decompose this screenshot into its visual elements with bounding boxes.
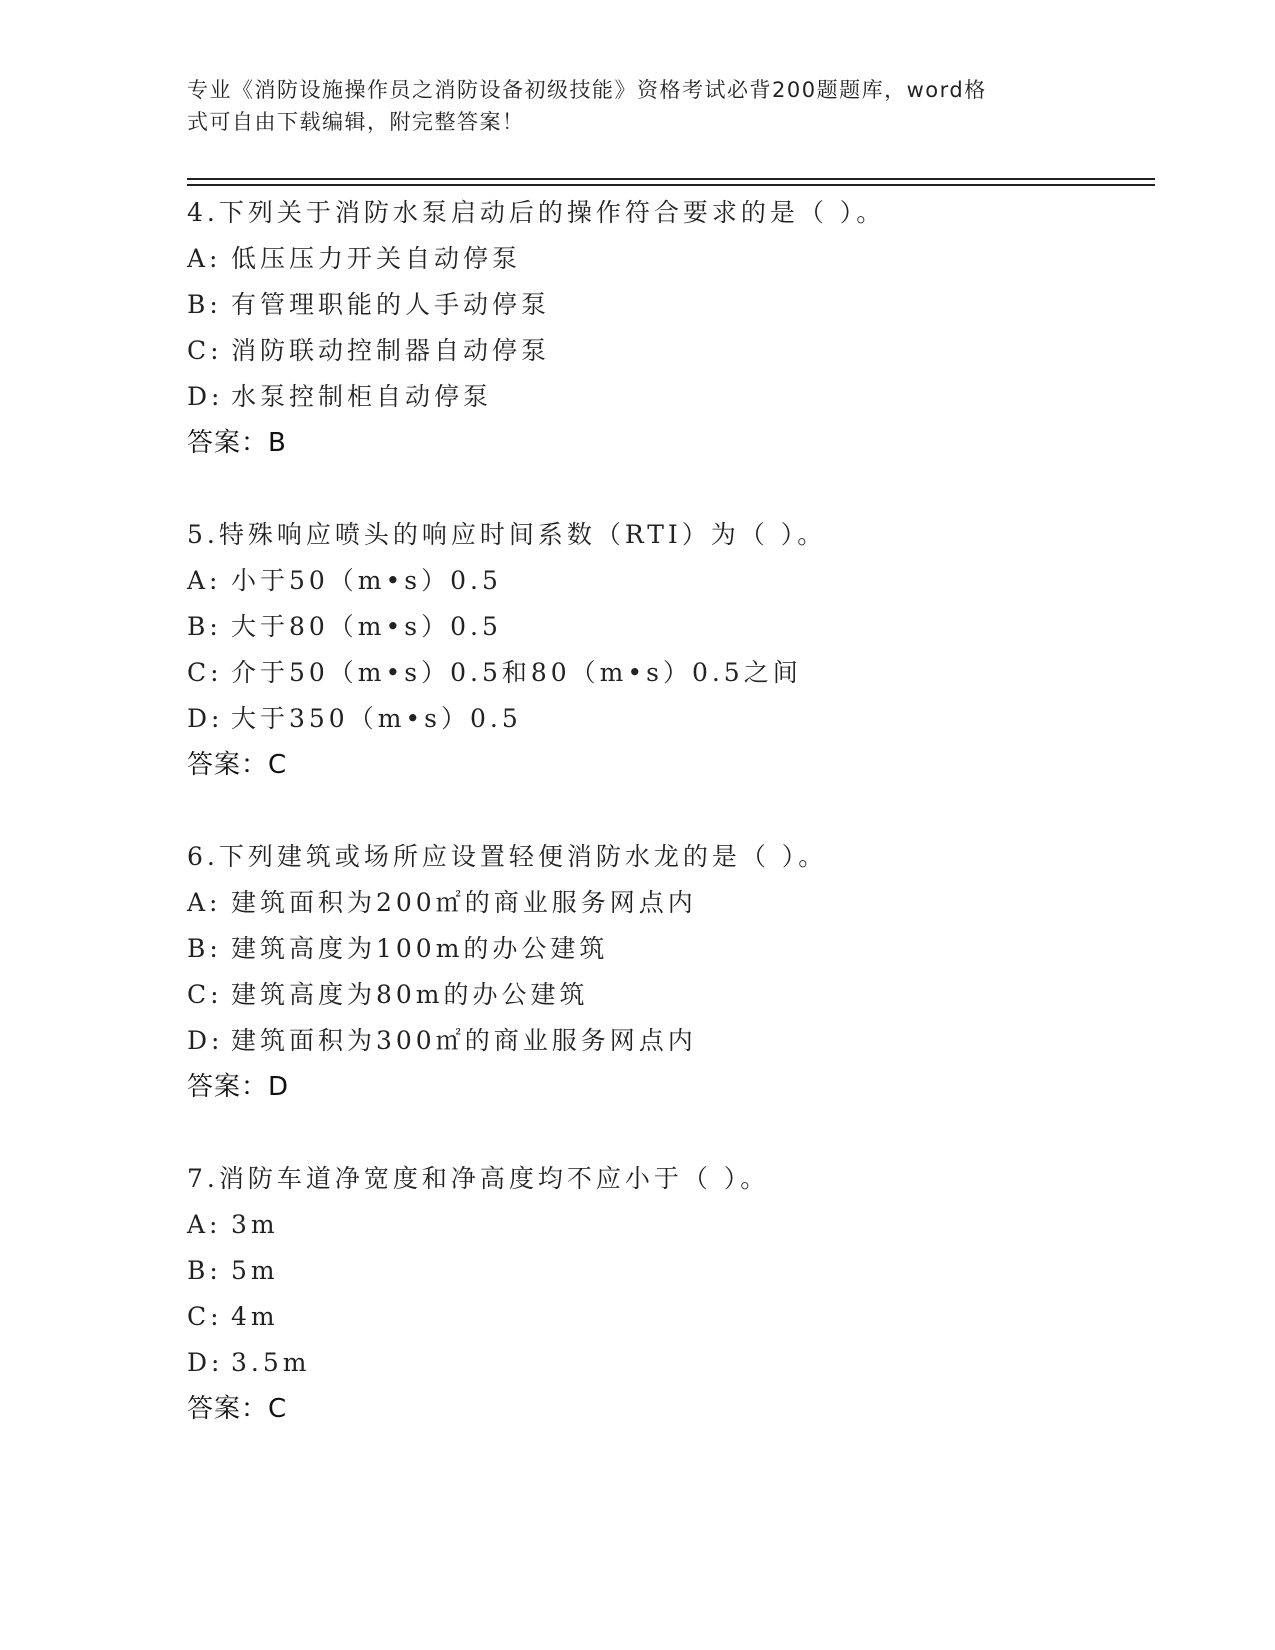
option-a [187, 558, 1137, 604]
answer-line: 答案：D [187, 1072, 290, 1102]
option-text: 建筑面积为300㎡的商业服务网点内 [231, 1026, 697, 1055]
option-label: A: [187, 244, 222, 273]
option-text: 介于50（m•s）0.5和80（m•s）0.5之间 [231, 658, 802, 687]
option-label: B: [187, 612, 222, 641]
question-block [187, 190, 1137, 466]
option-text: 3m [231, 1210, 279, 1239]
option-text: 大于80（m•s）0.5 [231, 612, 502, 641]
option-text: 3.5m [231, 1348, 311, 1377]
answer-line: 答案：B [187, 428, 287, 458]
option-text: 水泵控制柜自动停泵 [231, 382, 493, 411]
option-text: 低压压力开关自动停泵 [231, 244, 522, 273]
question-stem: 6.下列建筑或场所应设置轻便消防水龙的是（ ）。 [187, 842, 828, 871]
option-label: D: [187, 382, 224, 411]
header-divider-top [187, 178, 1155, 180]
option-text: 消防联动控制器自动停泵 [231, 336, 551, 365]
option-c [187, 1294, 1137, 1340]
option-label: C: [187, 336, 223, 365]
option-text: 建筑面积为200㎡的商业服务网点内 [231, 888, 697, 917]
option-a [187, 880, 1137, 926]
option-label: A: [187, 1210, 222, 1239]
option-label: C: [187, 980, 223, 1009]
option-text: 4m [231, 1302, 279, 1331]
option-label: D: [187, 1026, 224, 1055]
option-b [187, 282, 1137, 328]
option-text: 有管理职能的人手动停泵 [231, 290, 551, 319]
option-label: B: [187, 934, 222, 963]
option-label: C: [187, 658, 223, 687]
option-label: B: [187, 290, 222, 319]
option-label: A: [187, 566, 222, 595]
option-b [187, 604, 1137, 650]
option-d [187, 696, 1137, 742]
question-stem: 5.特殊响应喷头的响应时间系数（RTI）为（ ）。 [187, 520, 827, 549]
option-d [187, 1340, 1137, 1386]
option-b [187, 1248, 1137, 1294]
option-a [187, 236, 1137, 282]
answer-line: 答案：C [187, 1394, 288, 1424]
option-label: D: [187, 704, 224, 733]
option-label: C: [187, 1302, 223, 1331]
header-title-line-2: 式可自由下载编辑，附完整答案！ [187, 110, 525, 134]
question-block [187, 512, 1137, 788]
option-c [187, 328, 1137, 374]
option-a [187, 1202, 1137, 1248]
option-text: 建筑高度为80m的办公建筑 [231, 980, 589, 1009]
option-text: 5m [231, 1256, 279, 1285]
option-text: 建筑高度为100m的办公建筑 [231, 934, 609, 963]
option-c [187, 972, 1137, 1018]
document-header [187, 74, 1067, 138]
question-stem: 4.下列关于消防水泵启动后的操作符合要求的是（ ）。 [187, 198, 886, 227]
header-divider-bottom [187, 184, 1155, 186]
option-b [187, 926, 1137, 972]
option-text: 小于50（m•s）0.5 [231, 566, 502, 595]
option-d [187, 1018, 1137, 1064]
option-label: A: [187, 888, 222, 917]
option-label: D: [187, 1348, 224, 1377]
question-block [187, 1156, 1137, 1432]
header-title-line-1: 专业《消防设施操作员之消防设备初级技能》资格考试必背200题题库，word格 [187, 78, 987, 102]
question-block [187, 834, 1137, 1110]
option-text: 大于350（m•s）0.5 [231, 704, 522, 733]
answer-line: 答案：C [187, 750, 288, 780]
option-d [187, 374, 1137, 420]
option-label: B: [187, 1256, 222, 1285]
question-stem: 7.消防车道净宽度和净高度均不应小于（ ）。 [187, 1164, 770, 1193]
option-c [187, 650, 1137, 696]
